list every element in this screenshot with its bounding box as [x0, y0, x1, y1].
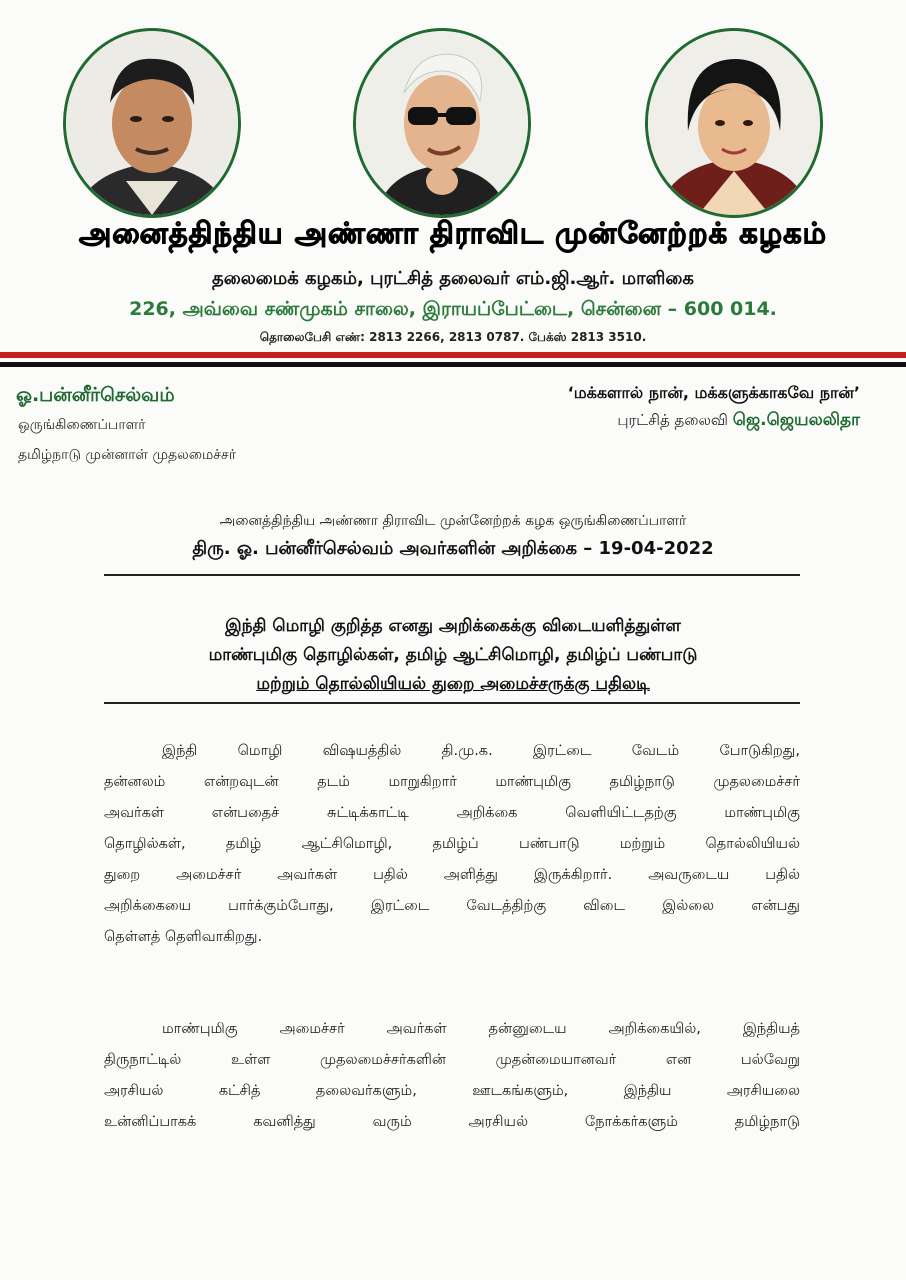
headquarters-line: தலைமைக் கழகம், புரட்சித் தலைவர் எம்.ஜி.ஆர். மாளிகை	[212, 268, 694, 289]
paragraph-line: திருநாட்டில் உள்ள முதலமைச்சர்களின் முதன்மையானவர் என பல்வேறு	[104, 1052, 800, 1068]
paragraph-line: மாண்புமிகு அமைச்சர் அவர்கள் தன்னுடைய அறிக்கையில், இந்தியத்	[162, 1021, 800, 1037]
slogan-author	[617, 410, 860, 432]
address-line: 226, அவ்வை சண்முகம் சாலை, இராயப்பேட்டை, சென்னை – 600 014.	[129, 298, 777, 320]
paragraph-line: அவர்கள் என்பதைச் சுட்டிக்காட்டி அறிக்கை வெளியிட்டதற்கு மாண்புமிகு	[104, 805, 800, 821]
paragraph-line: தொழில்கள், தமிழ் ஆட்சிமொழி, தமிழ்ப் பண்பாடு மற்றும் தொல்லியியல்	[104, 836, 800, 852]
paragraph-line: இந்தி மொழி விஷயத்தில் தி.மு.க. இரட்டை வேடம் போடுகிறது,	[162, 743, 800, 759]
body-paragraph-1	[104, 736, 800, 953]
paragraph-line: துறை அமைச்சர் அவர்கள் பதில் அளித்து இருக்கிறார். அவருடைய பதில்	[104, 867, 800, 883]
party-name: அனைத்திந்திய அண்ணா திராவிட முன்னேற்றக் கழகம்	[78, 216, 828, 250]
sender-role: ஒருங்கிணைப்பாளர்	[18, 417, 146, 433]
phone-line: தொலைபேசி எண்: 2813 2266, 2813 0787. பேக்ஸ் 2813 3510.	[259, 330, 647, 344]
statement-subtitle: அனைத்திந்திய அண்ணா திராவிட முன்னேற்றக் கழக ஒருங்கிணைப்பாளர்	[219, 513, 687, 529]
portrait-image-2	[356, 31, 528, 215]
slogan-quote: ‘மக்களால் நான், மக்களுக்காகவே நான்’	[567, 383, 860, 402]
header-black-rule	[0, 362, 906, 367]
portrait-image-3	[648, 31, 820, 215]
paragraph-line: அரசியல் கட்சித் தலைவர்களும், ஊடகங்களும், இந்திய அரசியலை	[104, 1083, 800, 1099]
leader-portrait-1	[63, 28, 241, 218]
sender-name: ஓ.பன்னீர்செல்வம்	[16, 384, 175, 406]
slogan-author-name: ஜெ.ஜெயலலிதா	[732, 410, 860, 430]
headline-line: மற்றும் தொல்லியியல் துறை அமைச்சருக்கு பதிலடி	[256, 674, 650, 694]
paragraph-line: தன்னலம் என்றவுடன் தடம் மாறுகிறார் மாண்புமிகு தமிழ்நாடு முதலமைச்சர்	[104, 774, 800, 790]
headline-divider	[104, 702, 800, 704]
portrait-image-1	[66, 31, 238, 215]
sender-former-title: தமிழ்நாடு முன்னாள் முதலமைச்சர்	[18, 447, 237, 463]
headline-line: மாண்புமிகு தொழில்கள், தமிழ் ஆட்சிமொழி, தமிழ்ப் பண்பாடு	[208, 645, 698, 665]
title-divider	[104, 574, 800, 576]
body-paragraph-2	[104, 1014, 800, 1138]
headline	[0, 612, 906, 699]
header-red-rule	[0, 352, 906, 358]
paragraph-line: அறிக்கையை பார்க்கும்போது, இரட்டை வேடத்திற்கு விடை இல்லை என்பது	[104, 898, 800, 914]
paragraph-line: உன்னிப்பாகக் கவனித்து வரும் அரசியல் நோக்கர்களும் தமிழ்நாடு	[104, 1114, 800, 1130]
leader-portrait-2	[353, 28, 531, 218]
headline-line: இந்தி மொழி குறித்த எனது அறிக்கைக்கு விடையளித்துள்ள	[225, 616, 681, 636]
slogan-author-prefix: புரட்சித் தலைவி	[617, 411, 728, 429]
leader-portrait-3	[645, 28, 823, 218]
paragraph-line: தெள்ளத் தெளிவாகிறது.	[104, 929, 263, 945]
statement-title: திரு. ஓ. பன்னீர்செல்வம் அவர்களின் அறிக்கை – 19-04-2022	[192, 538, 714, 559]
